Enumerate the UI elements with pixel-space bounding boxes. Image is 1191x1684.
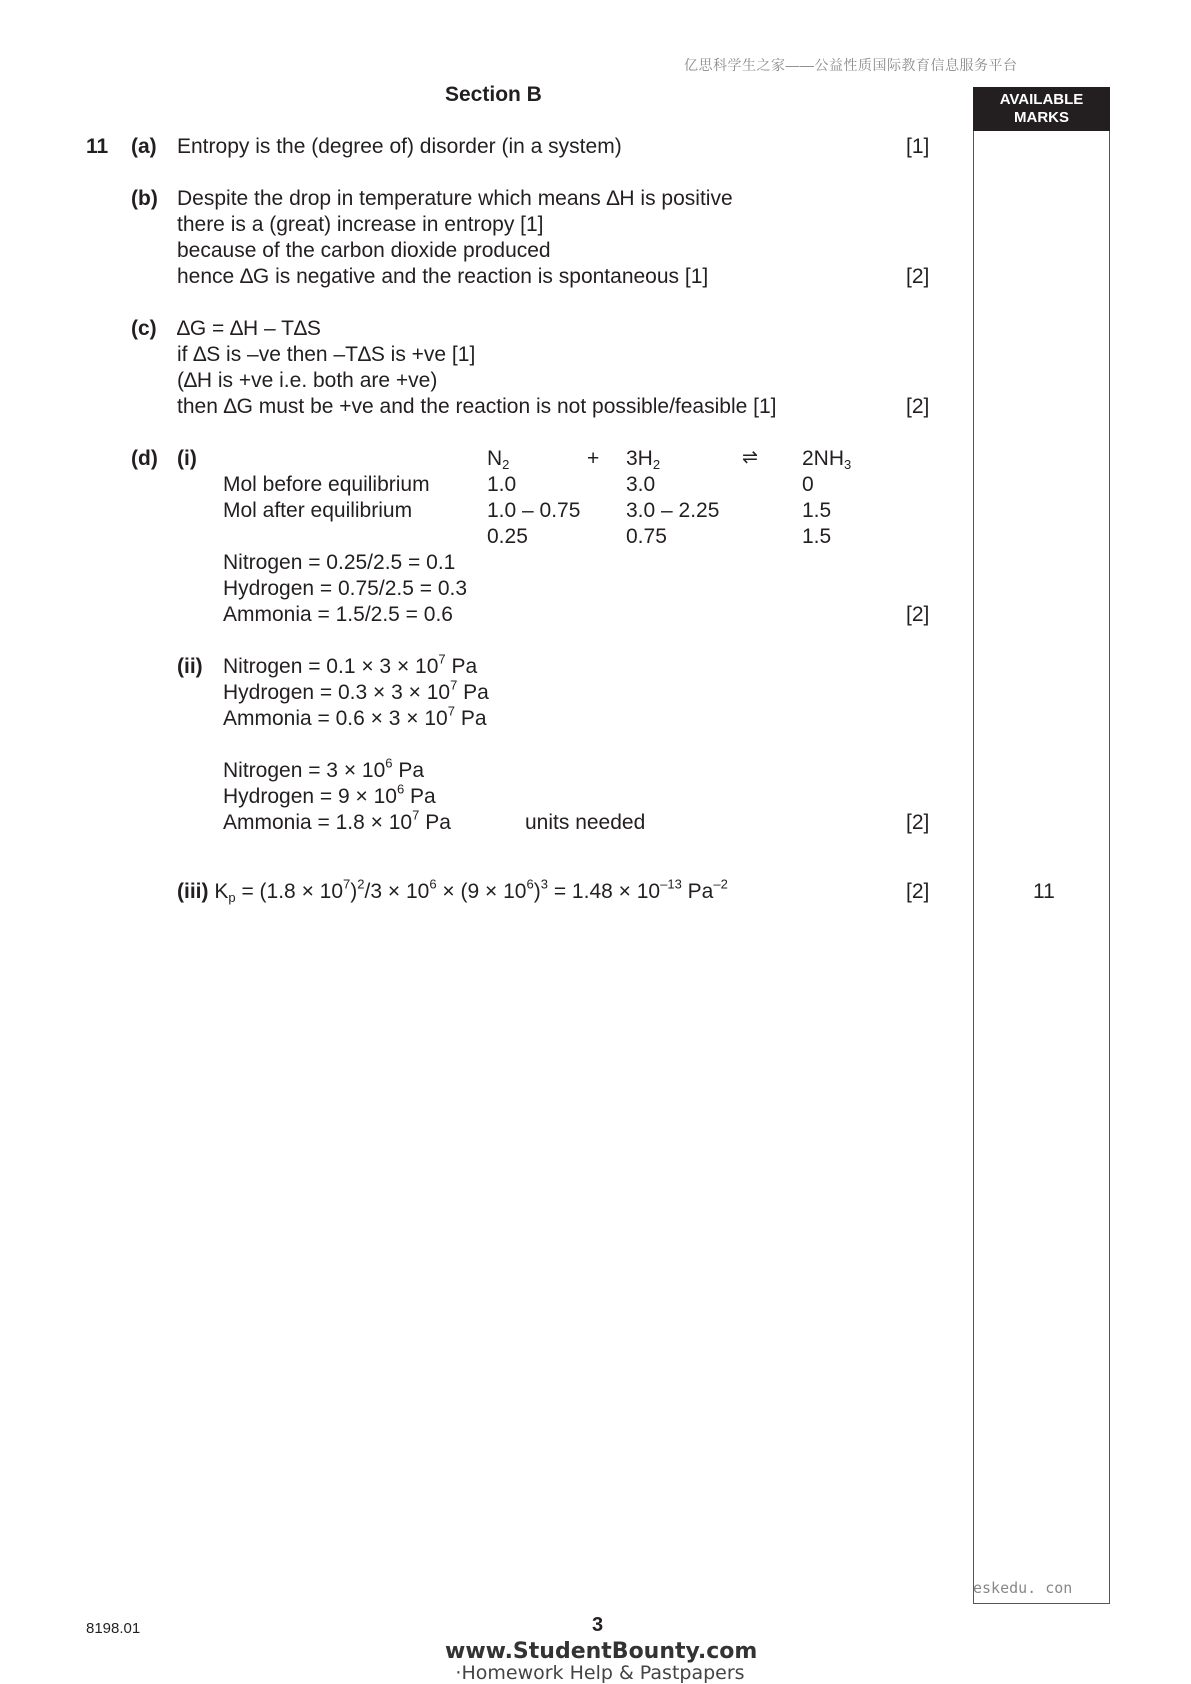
row-result-n2: 0.25	[487, 525, 528, 548]
part-c-line-2: if ∆S is –ve then –T∆S is +ve [1]	[177, 343, 476, 366]
header-watermark: 亿思科学生之家——公益性质国际教育信息服务平台	[684, 57, 1018, 73]
species-h2: $3H_2$	[626, 447, 661, 472]
available-marks-column	[973, 87, 1110, 1604]
part-d-ii-label: (ii)	[177, 655, 203, 678]
part-b-line-1: Despite the drop in temperature which means ∆H is positive	[177, 187, 733, 210]
delta-symbol: ∆	[193, 343, 207, 366]
part-c-label: (c)	[131, 317, 157, 340]
eskedu-watermark: eskedu. con	[973, 1579, 1073, 1597]
marks-label: MARKS	[1014, 109, 1069, 126]
mole-fraction-nitrogen: Nitrogen = 0.25/2.5 = 0.1	[223, 551, 456, 574]
question-number: 11	[86, 135, 109, 158]
units-note: units needed	[525, 811, 646, 834]
total-available-marks: 11	[1033, 880, 1055, 903]
delta-symbol: ∆	[606, 187, 620, 210]
available-marks-header	[973, 87, 1110, 131]
part-b-line-2: there is a (great) increase in entropy [1]	[177, 213, 544, 236]
row-after-n2: 1.0 – 0.75	[487, 499, 581, 522]
part-b-line-4: hence ∆G is negative and the reaction is spontaneous [1]	[177, 265, 709, 288]
mole-fraction-hydrogen: Hydrogen = 0.75/2.5 = 0.3	[223, 577, 468, 600]
partial-pressure-hydrogen-calc: Hydrogen = $0.3 \times 3 \times 10^7$ Pa	[223, 677, 489, 704]
species-n2: $N_2$	[487, 447, 510, 472]
row-before-n2: 1.0	[487, 473, 517, 496]
kp-expression: (iii) $K_p = (1.8 \times 10^7)^2/3 \times 10^6 \times (9 \times 10^6)^3 = 1.48 \times 10^{-13}$ $Pa^{-2}$	[177, 876, 728, 905]
mole-fraction-ammonia: Ammonia = 1.5/2.5 = 0.6	[223, 603, 453, 626]
delta-symbol: ∆	[230, 317, 243, 340]
paper-code: 8198.01	[86, 1620, 141, 1637]
part-b-mark: [2]	[906, 265, 930, 288]
row-before-label: Mol before equilibrium	[223, 473, 430, 496]
delta-symbol: ∆	[357, 343, 371, 366]
partial-pressure-nitrogen-calc: Nitrogen = $0.1 \times 3 \times 10^7$ Pa	[223, 651, 478, 678]
row-after-nh3: 1.5	[802, 499, 832, 522]
delta-symbol: ∆	[184, 369, 197, 392]
partial-pressure-ammonia-calc: Ammonia = $0.6 \times 3 \times 10^7$ Pa	[223, 703, 487, 730]
partial-pressure-hydrogen: Hydrogen = $9 \times 10^6$ Pa	[223, 781, 436, 808]
part-c-line-3: (∆H is +ve i.e. both are +ve)	[177, 369, 438, 392]
part-d-i-label: (i)	[177, 447, 197, 470]
row-before-h2: 3.0	[626, 473, 656, 496]
row-result-nh3: 1.5	[802, 525, 832, 548]
delta-symbol: ∆	[293, 317, 307, 340]
partial-pressure-ammonia: Ammonia = $1.8 \times 10^7$ Pa	[223, 807, 451, 834]
part-d-iii-mark: [2]	[906, 880, 930, 903]
partial-pressure-nitrogen: Nitrogen = $3 \times 10^6$ Pa	[223, 755, 425, 782]
logo-tagline: ·Homework Help & Pastpapers	[455, 1662, 745, 1684]
studentbounty-logo	[445, 1639, 758, 1684]
part-c-line-4: then ∆G must be +ve and the reaction is not possible/feasible [1]	[177, 395, 777, 418]
page-number: 3	[592, 1614, 604, 1636]
equilibrium-arrow-icon: ⇌	[742, 447, 758, 468]
section-title: Section B	[445, 83, 542, 106]
delta-symbol: ∆	[177, 317, 190, 340]
part-d-label: (d)	[131, 447, 158, 470]
part-a-text: Entropy is the (degree of) disorder (in a system)	[177, 135, 622, 158]
delta-symbol: ∆	[223, 395, 237, 418]
part-a-mark: [1]	[906, 135, 930, 158]
part-c-mark: [2]	[906, 395, 930, 418]
row-before-nh3: 0	[802, 473, 814, 496]
part-b-label: (b)	[131, 187, 158, 210]
available-label: AVAILABLE	[999, 91, 1084, 108]
part-a-label: (a)	[131, 135, 157, 158]
row-after-h2: 3.0 – 2.25	[626, 499, 720, 522]
part-c-line-1: ∆G = ∆H – T∆S	[177, 317, 321, 340]
part-b-line-3: because of the carbon dioxide produced	[177, 239, 551, 262]
row-after-label: Mol after equilibrium	[223, 499, 413, 522]
part-d-i-mark: [2]	[906, 603, 930, 626]
logo-site: www.StudentBounty.com	[445, 1639, 758, 1664]
row-result-h2: 0.75	[626, 525, 667, 548]
species-plus: +	[587, 447, 600, 470]
species-nh3: $2NH_3$	[802, 447, 852, 472]
part-d-ii-mark: [2]	[906, 811, 930, 834]
delta-symbol: ∆	[240, 265, 253, 288]
